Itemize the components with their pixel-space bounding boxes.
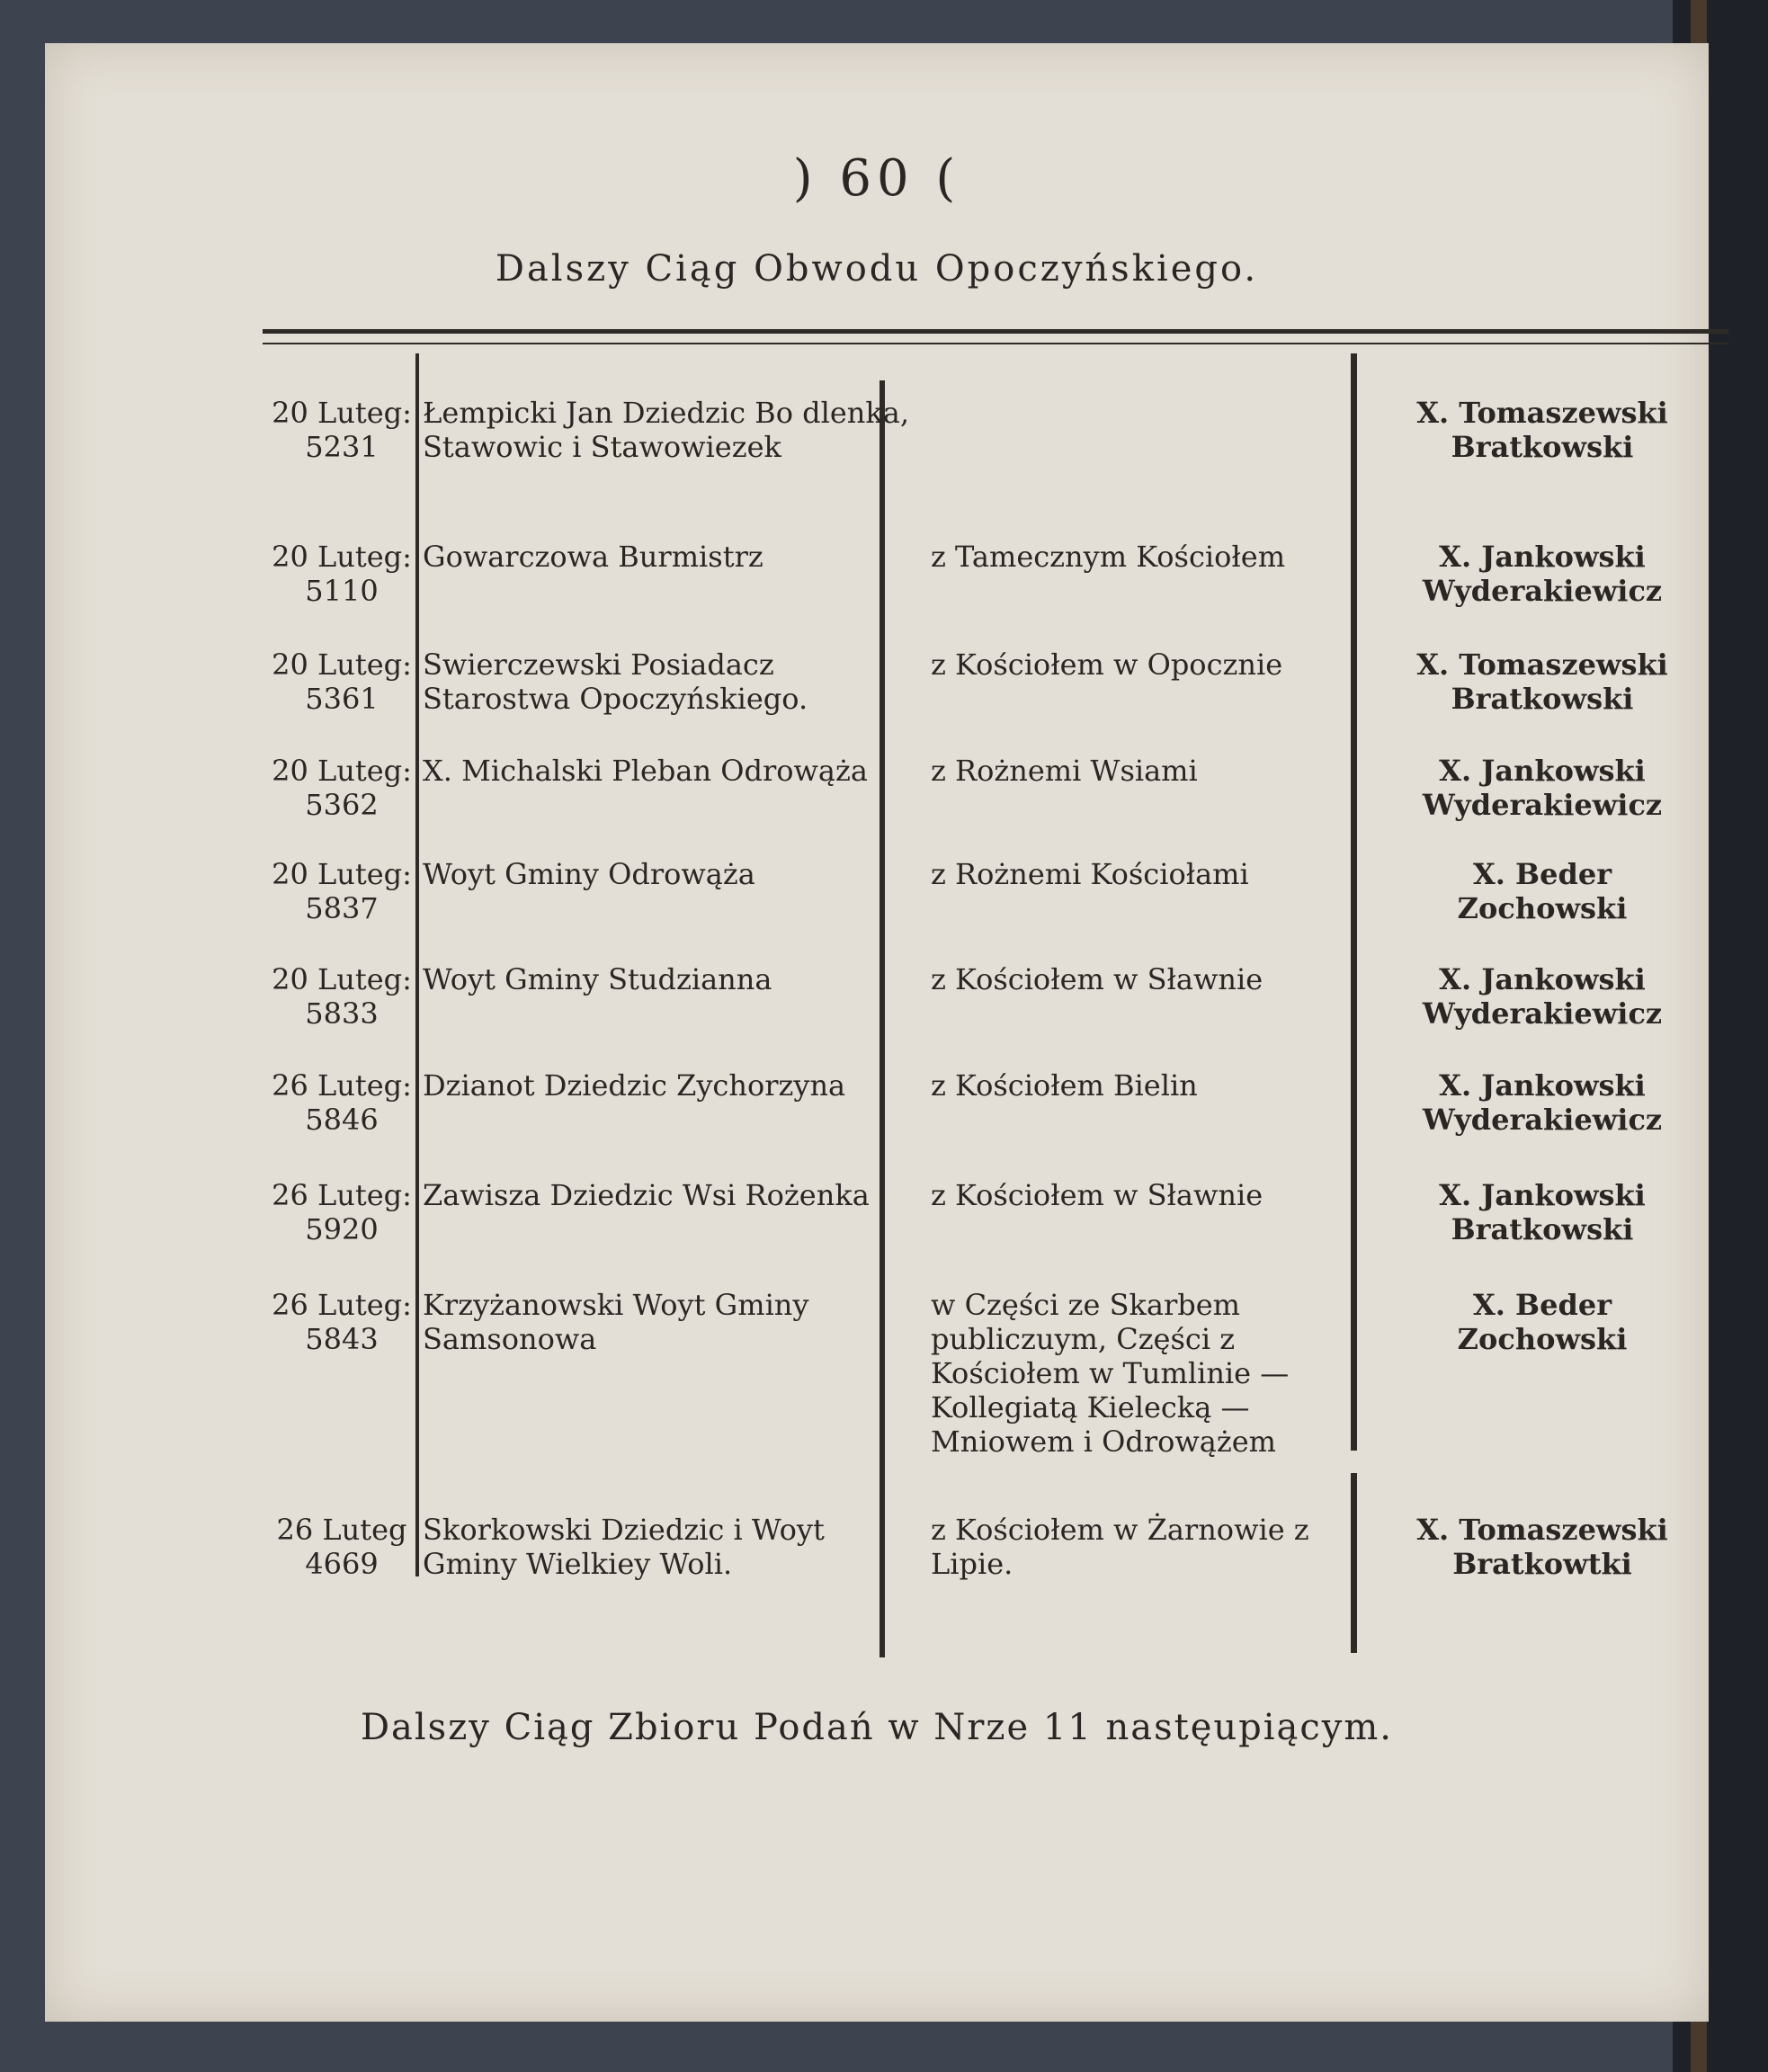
entry-parish: z Tamecznym Kościołem: [931, 540, 1286, 574]
entry-petitioner: Skorkowski Dziedzic i Woyt Gminy Wielkiey Woli.: [423, 1513, 825, 1581]
entry-parish: z Kościołem w Sławnie: [931, 1178, 1263, 1212]
entry-date-label: 20 Luteg:: [272, 540, 412, 574]
entry-priests: [1394, 540, 1691, 608]
entry-number: 5231: [305, 430, 379, 464]
priest-name: X. Tomaszewski: [1416, 648, 1668, 682]
book-page: [45, 43, 1709, 2022]
priest-name: Wyderakiewicz: [1422, 788, 1663, 822]
priest-name: X. Jankowski: [1439, 540, 1646, 574]
entry-date-label: 20 Luteg:: [272, 754, 412, 788]
entry-date: [252, 1178, 432, 1246]
entry-number: 5846: [305, 1103, 379, 1137]
entry-priests: [1394, 1288, 1691, 1356]
priest-name: Bratkowski: [1451, 1212, 1634, 1246]
entry-petitioner: Gowarczowa Burmistrz: [423, 540, 763, 574]
entry-priests: [1394, 857, 1691, 925]
entry-priests: [1394, 396, 1691, 464]
priest-name: Wyderakiewicz: [1422, 574, 1663, 608]
entry-petitioner: Woyt Gminy Odrowąża: [423, 857, 755, 891]
priest-name: X. Tomaszewski: [1416, 1513, 1668, 1547]
entry-date: [252, 754, 432, 822]
heading-rule: [263, 329, 1728, 344]
priest-name: X. Beder: [1472, 1288, 1612, 1322]
entry-petitioner: Zawisza Dziedzic Wsi Rożenka: [423, 1178, 870, 1212]
entry-priests: [1394, 1513, 1691, 1581]
priest-name: Bratkowski: [1451, 430, 1634, 464]
entry-number: 5362: [305, 788, 379, 822]
entry-parish: z Kościołem Bielin: [931, 1068, 1198, 1103]
entry-parish: w Części ze Skarbem publiczuym, Części z Kościołem w Tumlinie — Kollegiatą Kielecką — Mniowem i Odrowążem: [931, 1288, 1290, 1459]
entry-date-label: 26 Luteg: [276, 1513, 407, 1547]
priest-name: Wyderakiewicz: [1422, 996, 1663, 1031]
entry-priests: [1394, 648, 1691, 716]
entry-date: [252, 1513, 432, 1581]
entry-priests: [1394, 1178, 1691, 1246]
entry-date-label: 20 Luteg:: [272, 396, 412, 430]
entry-number: 5843: [305, 1322, 379, 1356]
page-heading: Dalszy Ciąg Obwodu Opoczyńskiego.: [495, 248, 1259, 290]
priest-name: X. Jankowski: [1439, 1178, 1646, 1212]
entry-number: 4669: [305, 1547, 379, 1581]
entry-parish: z Rożnemi Kościołami: [931, 857, 1249, 891]
entry-petitioner: Krzyżanowski Woyt Gminy Samsonowa: [423, 1288, 809, 1356]
entry-priests: [1394, 1068, 1691, 1137]
priest-name: Zochowski: [1457, 891, 1628, 925]
priest-name: X. Jankowski: [1439, 754, 1646, 788]
page-footer: Dalszy Ciąg Zbioru Podań w Nrze 11 nastęupiącym.: [360, 1707, 1394, 1748]
entry-petitioner: Dzianot Dziedzic Zychorzyna: [423, 1068, 846, 1103]
entry-date-label: 26 Luteg:: [272, 1068, 412, 1103]
priest-name: X. Jankowski: [1439, 962, 1646, 996]
entry-date: [252, 1288, 432, 1356]
page-number: ) 60 (: [792, 149, 961, 208]
priest-name: Bratkowski: [1451, 682, 1634, 716]
entry-date-label: 20 Luteg:: [272, 962, 412, 996]
entry-parish: z Kościołem w Sławnie: [931, 962, 1263, 996]
entry-parish: z Kościołem w Żarnowie z Lipie.: [931, 1513, 1309, 1581]
entry-number: 5833: [305, 996, 379, 1031]
entry-priests: [1394, 754, 1691, 822]
entry-date-label: 26 Luteg:: [272, 1178, 412, 1212]
entry-petitioner: Woyt Gminy Studzianna: [423, 962, 772, 996]
entry-date: [252, 857, 432, 925]
priest-name: Zochowski: [1457, 1322, 1628, 1356]
entry-date: [252, 1068, 432, 1137]
entry-date: [252, 962, 432, 1031]
entry-date-label: 20 Luteg:: [272, 648, 412, 682]
entry-number: 5361: [305, 682, 379, 716]
entry-parish: z Rożnemi Wsiami: [931, 754, 1198, 788]
priest-name: Wyderakiewicz: [1422, 1103, 1663, 1137]
priest-name: X. Tomaszewski: [1416, 396, 1668, 430]
entry-number: 5920: [305, 1212, 379, 1246]
entry-date-label: 20 Luteg:: [272, 857, 412, 891]
entry-date: [252, 648, 432, 716]
entry-number: 5837: [305, 891, 379, 925]
entry-parish: z Kościołem w Opocznie: [931, 648, 1283, 682]
entry-date-label: 26 Luteg:: [272, 1288, 412, 1322]
priest-name: X. Beder: [1472, 857, 1612, 891]
entry-petitioner: Łempicki Jan Dziedzic Bo dlenka, Stawowic i Stawowiezek: [423, 396, 910, 464]
entry-date: [252, 540, 432, 608]
entry-petitioner: Swierczewski Posiadacz Starostwa Opoczyńskiego.: [423, 648, 808, 716]
priest-name: X. Jankowski: [1439, 1068, 1646, 1103]
entry-priests: [1394, 962, 1691, 1031]
entry-date: [252, 396, 432, 464]
entry-number: 5110: [305, 574, 379, 608]
entry-petitioner: X. Michalski Pleban Odrowąża: [423, 754, 868, 788]
priest-name: Bratkowtki: [1452, 1547, 1632, 1581]
column-divider-3: [1351, 353, 1357, 1451]
